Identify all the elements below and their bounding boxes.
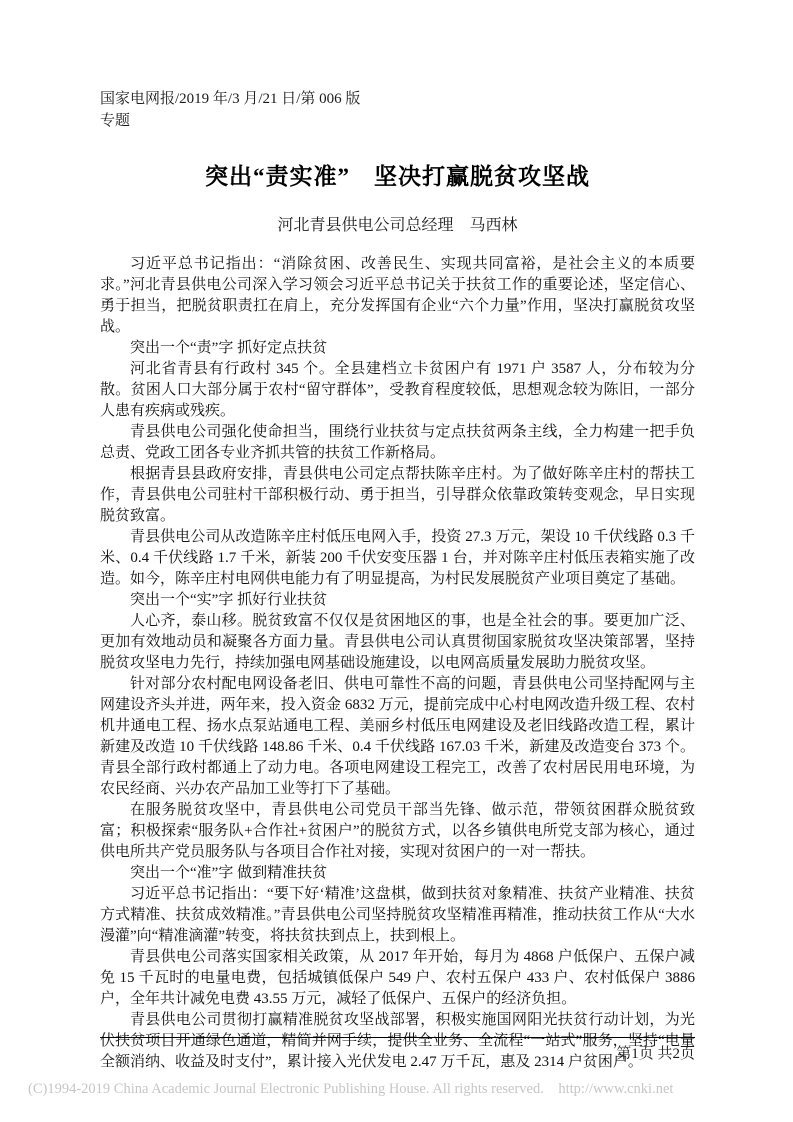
copyright-notice: (C)1994-2019 China Academic Journal Electronic Publishing House. All rights reserved. http://www.cnki.net bbox=[28, 1081, 674, 1097]
document-header bbox=[100, 88, 695, 132]
body-paragraph: 习近平总书记指出：“要下好‘精准’这盘棋，做到扶贫对象精准、扶贫产业精准、扶贫方式精准、扶贫成效精准。”青县供电公司坚持脱贫攻坚精准再精准，推动扶贫工作从“大水漫灌”向“精准滴灌”转变，将扶贫扶到点上，扶到根上。 bbox=[100, 886, 695, 944]
body-paragraph: 青县供电公司贯彻打赢精准脱贫攻坚战部署，积极实施国网阳光扶贫行动计划，为光伏扶贫项目开通绿色通道，精简并网手续，提供全业务、全流程“一站式”服务，坚持“电量全额消纳、收益及时支付”，累计接入光伏发电 2.47 万千瓦，惠及 2314 户贫困户。 bbox=[100, 1012, 695, 1070]
source-line: 国家电网报/2019 年/3 月/21 日/第 006 版 bbox=[100, 91, 361, 107]
article-title: 突出“责实准” 坚决打赢脱贫攻坚战 bbox=[205, 164, 590, 189]
body-paragraph: 根据青县县政府安排，青县供电公司定点帮扶陈辛庄村。为了做好陈辛庄村的帮扶工作，青县供电公司驻村干部积极行动、勇于担当，引导群众依靠政策转变观念，早日实现脱贫致富。 bbox=[100, 466, 695, 524]
body-paragraph: 针对部分农村配电网设备老旧、供电可靠性不高的问题，青县供电公司坚持配网与主网建设齐头并进，两年来，投入资金 6832 万元，提前完成中心村电网改造升级工程、农村机井通电工程、扬水点泵站通电工程、美丽乡村低压电网建设及老旧线路改造工程，累计新建及改造 10 千伏线路 148.86 千米、0.4 千伏线路 167.03 千米，新建及改造变台 373 个。青县全部行政村都通上了动力电。各项电网建设工程完工，改善了农村居民用电环境，为农民经商、兴办农产品加工业等打下了基础。 bbox=[100, 676, 695, 797]
section-subhead: 突出一个“实”字 抓好行业扶贫 bbox=[130, 592, 328, 608]
body-paragraph: 青县供电公司从改造陈辛庄村低压电网入手，投资 27.3 万元，架设 10 千伏线路 0.3 千米、0.4 千伏线路 1.7 千米，新装 200 千伏安变压器 1 台，并对陈辛庄村低压表箱实施了改造。如今，陈辛庄村电网供电能力有了明显提高，为村民发展脱贫产业项目奠定了基础。 bbox=[100, 529, 695, 587]
section-subhead: 突出一个“准”字 做到精准扶贫 bbox=[130, 865, 328, 881]
section-label: 专题 bbox=[100, 113, 131, 129]
body-paragraph: 习近平总书记指出：“消除贫困、改善民生、实现共同富裕，是社会主义的本质要求。”河北青县供电公司深入学习领会习近平总书记关于扶贫工作的重要论述，坚定信心、勇于担当，把脱贫职责扛在肩上，充分发挥国有企业“六个力量”作用，坚决打赢脱贫攻坚战。 bbox=[100, 256, 695, 335]
article-byline: 河北青县供电公司总经理 马西林 bbox=[277, 217, 518, 234]
body-paragraph: 在服务脱贫攻坚中，青县供电公司党员干部当先锋、做示范，带领贫困群众脱贫致富；积极探索“服务队+合作社+贫困户”的脱贫方式，以各乡镇供电所党支部为核心，通过供电所共产党员服务队与各项目合作社对接，实现对贫困户的一对一帮扶。 bbox=[100, 802, 695, 860]
body-paragraph: 青县供电公司强化使命担当，围绕行业扶贫与定点扶贫两条主线，全力构建一把手负总责、党政工团各专业齐抓共管的扶贫工作新格局。 bbox=[100, 424, 695, 461]
body-paragraph: 青县供电公司落实国家相关政策，从 2017 年开始，每月为 4868 户低保户、五保户减免 15 千瓦时的电量电费，包括城镇低保户 549 户、农村五保户 433 户、农村低保户 3886 户，全年共计减免电费 43.55 万元，减轻了低保户、五保户的经济负担。 bbox=[100, 949, 695, 1007]
article-body bbox=[100, 254, 695, 1073]
section-subhead: 突出一个“责”字 抓好定点扶贫 bbox=[130, 340, 328, 356]
body-paragraph: 人心齐，泰山移。脱贫致富不仅仅是贫困地区的事，也是全社会的事。要更加广泛、更加有效地动员和凝聚各方面力量。青县供电公司认真贯彻国家脱贫攻坚决策部署，坚持脱贫攻坚电力先行，持续加强电网基础设施建设，以电网高质量发展助力脱贫攻坚。 bbox=[100, 613, 695, 671]
footer-divider bbox=[100, 1037, 695, 1038]
page-indicator: 第1页 共2页 bbox=[616, 1046, 695, 1062]
body-paragraph: 河北省青县有行政村 345 个。全县建档立卡贫困户有 1971 户 3587 人，分布较为分散。贫困人口大部分属于农村“留守群体”，受教育程度较低，思想观念较为陈旧，一部分人患有疾病或残疾。 bbox=[100, 361, 695, 419]
